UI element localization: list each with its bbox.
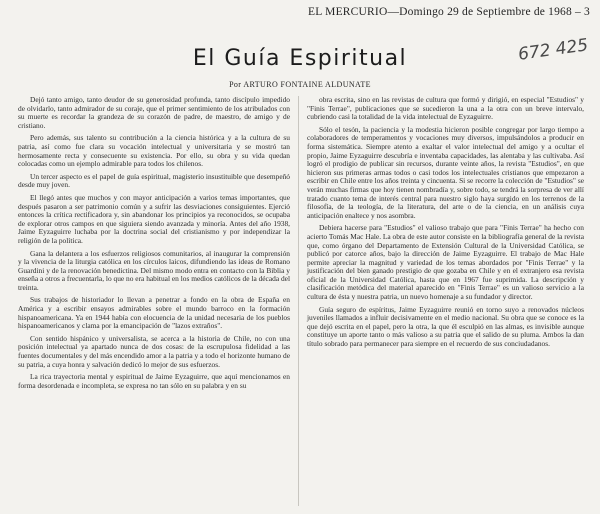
paragraph: Gana la delantera a los esfuerzos religiosos comunitarios, al inaugurar la comprensión y la vivencia de la liturgia católica en los círculos laicos, difundiendo las ideas de Romano Guardini y de la renovación benedictina. Del mismo modo entra en contacto con la Biblia y enseña a otros a frecuentarla, lo que no era habitual en los medios católicos de la década del treinta. bbox=[18, 248, 290, 292]
article-byline: Por ARTURO FONTAINE ALDUNATE bbox=[229, 80, 371, 89]
paragraph: obra escrita, sino en las revistas de cultura que formó y dirigió, en especial "Estudios" y "Finis Terrae", publicaciones que se sucedieron la una a la otra con un breve intervalo, cubriendo casi la totalidad de la vida intelectual de Eyzaguirre. bbox=[307, 95, 584, 122]
paragraph: El llegó antes que muchos y con mayor anticipación a varios temas importantes, que después pasaron a ser patrimonio común y a sufrir las desviaciones consiguientes. Ejerció entonces la crítica rectificadora y, sin abandonar los principios ya reconocidos, se ocupaba de explorar otros campos en que siguiera siendo avanzada y minoría. Antes del año 1938, Jaime Eyzaguirre luchaba por la doctrina social del cristianismo y por independizar la religión de la política. bbox=[18, 192, 290, 245]
paragraph: Sólo el tesón, la paciencia y la modestia hicieron posible congregar por largo tiempo a colaboradores de temperamentos y vocaciones muy diversos, impulsándolos a producir en forma sistemática. Siempre atento a exaltar el valor intelectual del amigo y a ocultar el propio, Jaime Eyzaguirre descubría e inventaba capacidades, las alentaba y las cultivaba. Así logró el prodigio de publicar sin recursos, durante veinte años, la revista "Estudios", en que hicieron sus primeras armas todos o casi todos los intelectuales cristianos que empezaron a escribir en Chile entre los años treinta y cincuenta. Si se recorre la colección de "Estudios" se verán muchas firmas que hoy tienen nombradía y, sobre todo, se tendrá la sorpresa de ver allí tratado cuanto tema de interés central para nuestro siglo haya surgido en los terrenos de la filosofía, de la teología, de la literatura, del arte o de la ciencia, en un análisis cuya anticipación enaltece y nos asombra. bbox=[307, 124, 584, 220]
newspaper-header: EL MERCURIO—Domingo 29 de Septiembre de 1968 – 3 bbox=[308, 6, 590, 18]
paragraph: Sus trabajos de historiador lo llevan a penetrar a fondo en la obra de España en América y a escribir ensayos admirables sobre el mundo barroco en la formación hispanoamericana. Ya en 1944 había con elocuencia de la unidad necesaria de los pueblos hispanoamericanos y clama por la emancipación de "lazos extraños". bbox=[18, 295, 290, 331]
article-title: El Guía Espiritual bbox=[192, 46, 408, 71]
right-column bbox=[307, 96, 584, 353]
paragraph: Debiera hacerse para "Estudios" el valioso trabajo que para "Finis Terrae" ha hecho con acierto Tomás Mac Hale. La obra de este autor consiste en la bibliografía general de la revista que, como órgano del Departamento de Extensión Cultural de la Universidad Católica, se publicó por catorce años, bajo la dirección de Jaime Eyzaguirre. El trabajo de Mac Hale permite apreciar la magnitud y variedad de los temas abordados por "Finis Terrae" y la justificación del bien ganado prestigio de que gozaba en Chile y en el extranjero esa revista oficial de la Universidad Católica, hasta que en 1967 fue suprimida. La descripción y clasificación metódica del material aparecido en "Finis Terrae" es un valioso servicio a la cultura de ésta y nuestra patria, un nuevo homenaje a su fundador y director. bbox=[307, 223, 584, 302]
column-divider bbox=[298, 96, 299, 506]
paragraph: La rica trayectoria mental y espiritual de Jaime Eyzaguirre, que aquí mencionamos en forma desordenada e incompleta, se expresa no tan sólo en su palabra y en su bbox=[18, 372, 290, 390]
left-column bbox=[18, 96, 290, 394]
paragraph: Un tercer aspecto es el papel de guía espiritual, magisterio insustituible que desempeñó desde muy joven. bbox=[18, 171, 290, 190]
paragraph: Con sentido hispánico y universalista, se acerca a la historia de Chile, no con una posición intelectual ya apartado nunca de dos cosas: de la escrupulosa fidelidad a las fuentes documentales y del más encendido amor a la patria y a todo el horizonte humano de su patria, a cuya honra y salvación dedicó lo mejor de sus esfuerzos. bbox=[18, 333, 290, 369]
handwritten-note: 672 425 bbox=[516, 35, 590, 65]
paragraph: Pero además, sus talento su contribución a la ciencia histórica y a la cultura de su patria, así como fue clara su vocación intelectual y universitaria y se mostró tan hermosamente recta y consecuente su existencia. Por ello, su obra y su vida quedan colocadas como un ejemplo admirable para todos los chilenos. bbox=[18, 133, 290, 169]
paragraph: Dejó tanto amigo, tanto deudor de su generosidad profunda, tanto discípulo impedido de olvidarlo, tanto admirador de su coraje, que el primer sentimiento de los atribulados con su muerte es recordar la grandeza de su corazón de padre, de maestro, de amigo y de cristiano. bbox=[18, 95, 290, 130]
paragraph: Guía seguro de espíritus, Jaime Eyzaguirre reunió en torno suyo a renovados núcleos juveniles llamados a influir decisivamente en el medio nacional. Su obra que se conoce es la que dejó escrita en el papel, pero la otra, la que él esculpió en las almas, es invisible aunque constituye un aporte tanto o más valioso a su patria que el salido de su pluma. Ambos la dan título sobrado para permanecer para siempre en el recuerdo de sus conciudadanos. bbox=[307, 304, 584, 349]
